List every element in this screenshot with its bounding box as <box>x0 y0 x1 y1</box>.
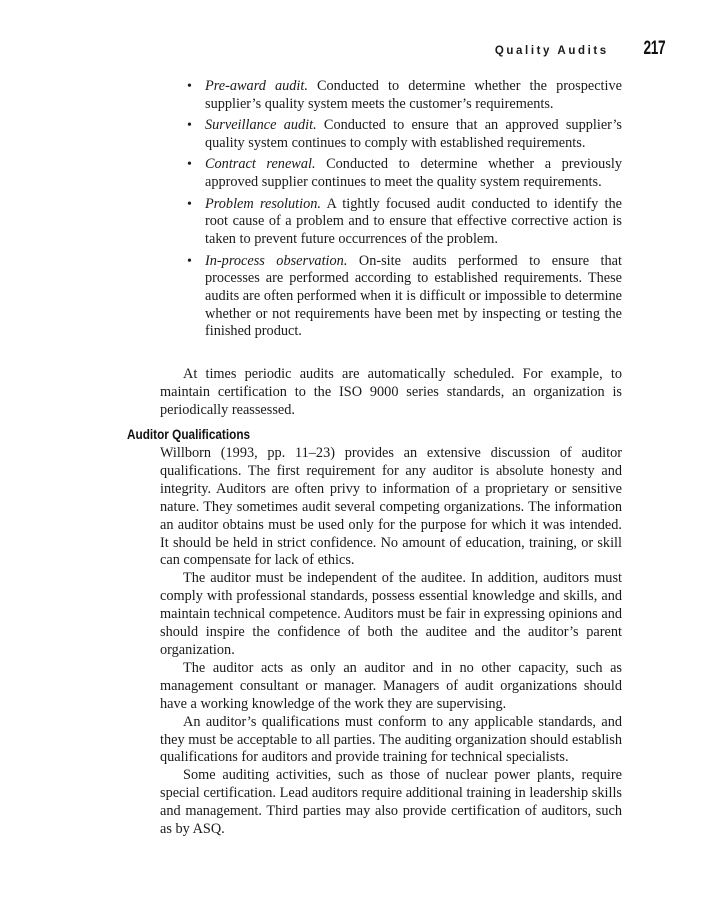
list-item-surveillance-audit <box>184 117 622 152</box>
running-title: Quality Audits <box>494 45 609 57</box>
section-heading: Auditor Qualifications <box>127 427 251 442</box>
list-item-in-process-observation <box>184 253 622 342</box>
bullet-term: Problem resolution. <box>205 195 321 212</box>
audit-types-list <box>184 78 622 345</box>
bullet-text: A tightly focused audit conducted to identify the root cause of a problem and to ensure that effective corrective action is taken to prevent future occurrences of the problem. <box>205 195 623 248</box>
list-item-problem-resolution <box>184 196 622 249</box>
section-paragraph: The auditor acts as only an auditor and in no other capacity, such as management consultant or manager. Managers of audit organizations should have a working knowledge of the work they are supervising. <box>160 659 622 712</box>
section-paragraph: Some auditing activities, such as those of nuclear power plants, require special certification. Lead auditors require additional training in leadership skills and management. Third parties may also provide certification of auditors, such as by ASQ. <box>160 767 622 838</box>
bullet-text: On-site audits performed to ensure that processes are performed according to established requirements. These audits are often performed when it is difficult or impossible to determine whether or not requirements have been met by inspecting or testing the finished product. <box>205 252 622 340</box>
intro-paragraph: At times periodic audits are automatically scheduled. For example, to maintain certification to the ISO 9000 series standards, an organization is periodically reassessed. <box>160 366 622 418</box>
bullet-text: Conducted to determine whether a previously approved supplier continues to meet the quality system requirements. <box>205 156 623 191</box>
section-body <box>160 445 622 839</box>
bullet-term: In-process observation. <box>205 252 348 269</box>
bullet-term: Pre-award audit. <box>205 78 308 94</box>
section-paragraph: The auditor must be independent of the auditee. In addition, auditors must comply with professional standards, possess essential knowledge and skills, and maintain technical competence. Auditors must be fair in expressing opinions and should inspire the confidence of both the auditee and the auditor’s parent organization. <box>160 570 622 658</box>
bullet-text: Conducted to ensure that an approved supplier’s quality system continues to comply with established requirements. <box>205 117 622 151</box>
section-paragraph: An auditor’s qualifications must conform to any applicable standards, and they must be acceptable to all parties. The auditing organization should establish qualifications for auditors and provide training for technical specialists. <box>160 713 622 766</box>
page-number: 217 <box>643 38 665 59</box>
bullet-term: Contract renewal. <box>205 156 316 173</box>
section-paragraph: Willborn (1993, pp. 11–23) provides an extensive discussion of auditor qualifications. The first requirement for any auditor is absolute honesty and integrity. Auditors are often privy to information of a proprietary or sensitive nature. They sometimes audit several competing organizations. The information an auditor obtains must be used only for the purpose for which it was intended. It should be held in strict confidence. No amount of education, training, or skill can compensate for lack of ethics. <box>160 445 622 569</box>
bullet-text: Conducted to determine whether the prospective supplier’s quality system meets the customer’s requirements. <box>205 78 622 112</box>
bullet-term: Surveillance audit. <box>205 117 317 134</box>
intro-block <box>160 366 622 420</box>
running-head <box>495 38 665 60</box>
list-item-pre-award-audit <box>184 78 622 113</box>
list-item-contract-renewal <box>184 156 622 191</box>
